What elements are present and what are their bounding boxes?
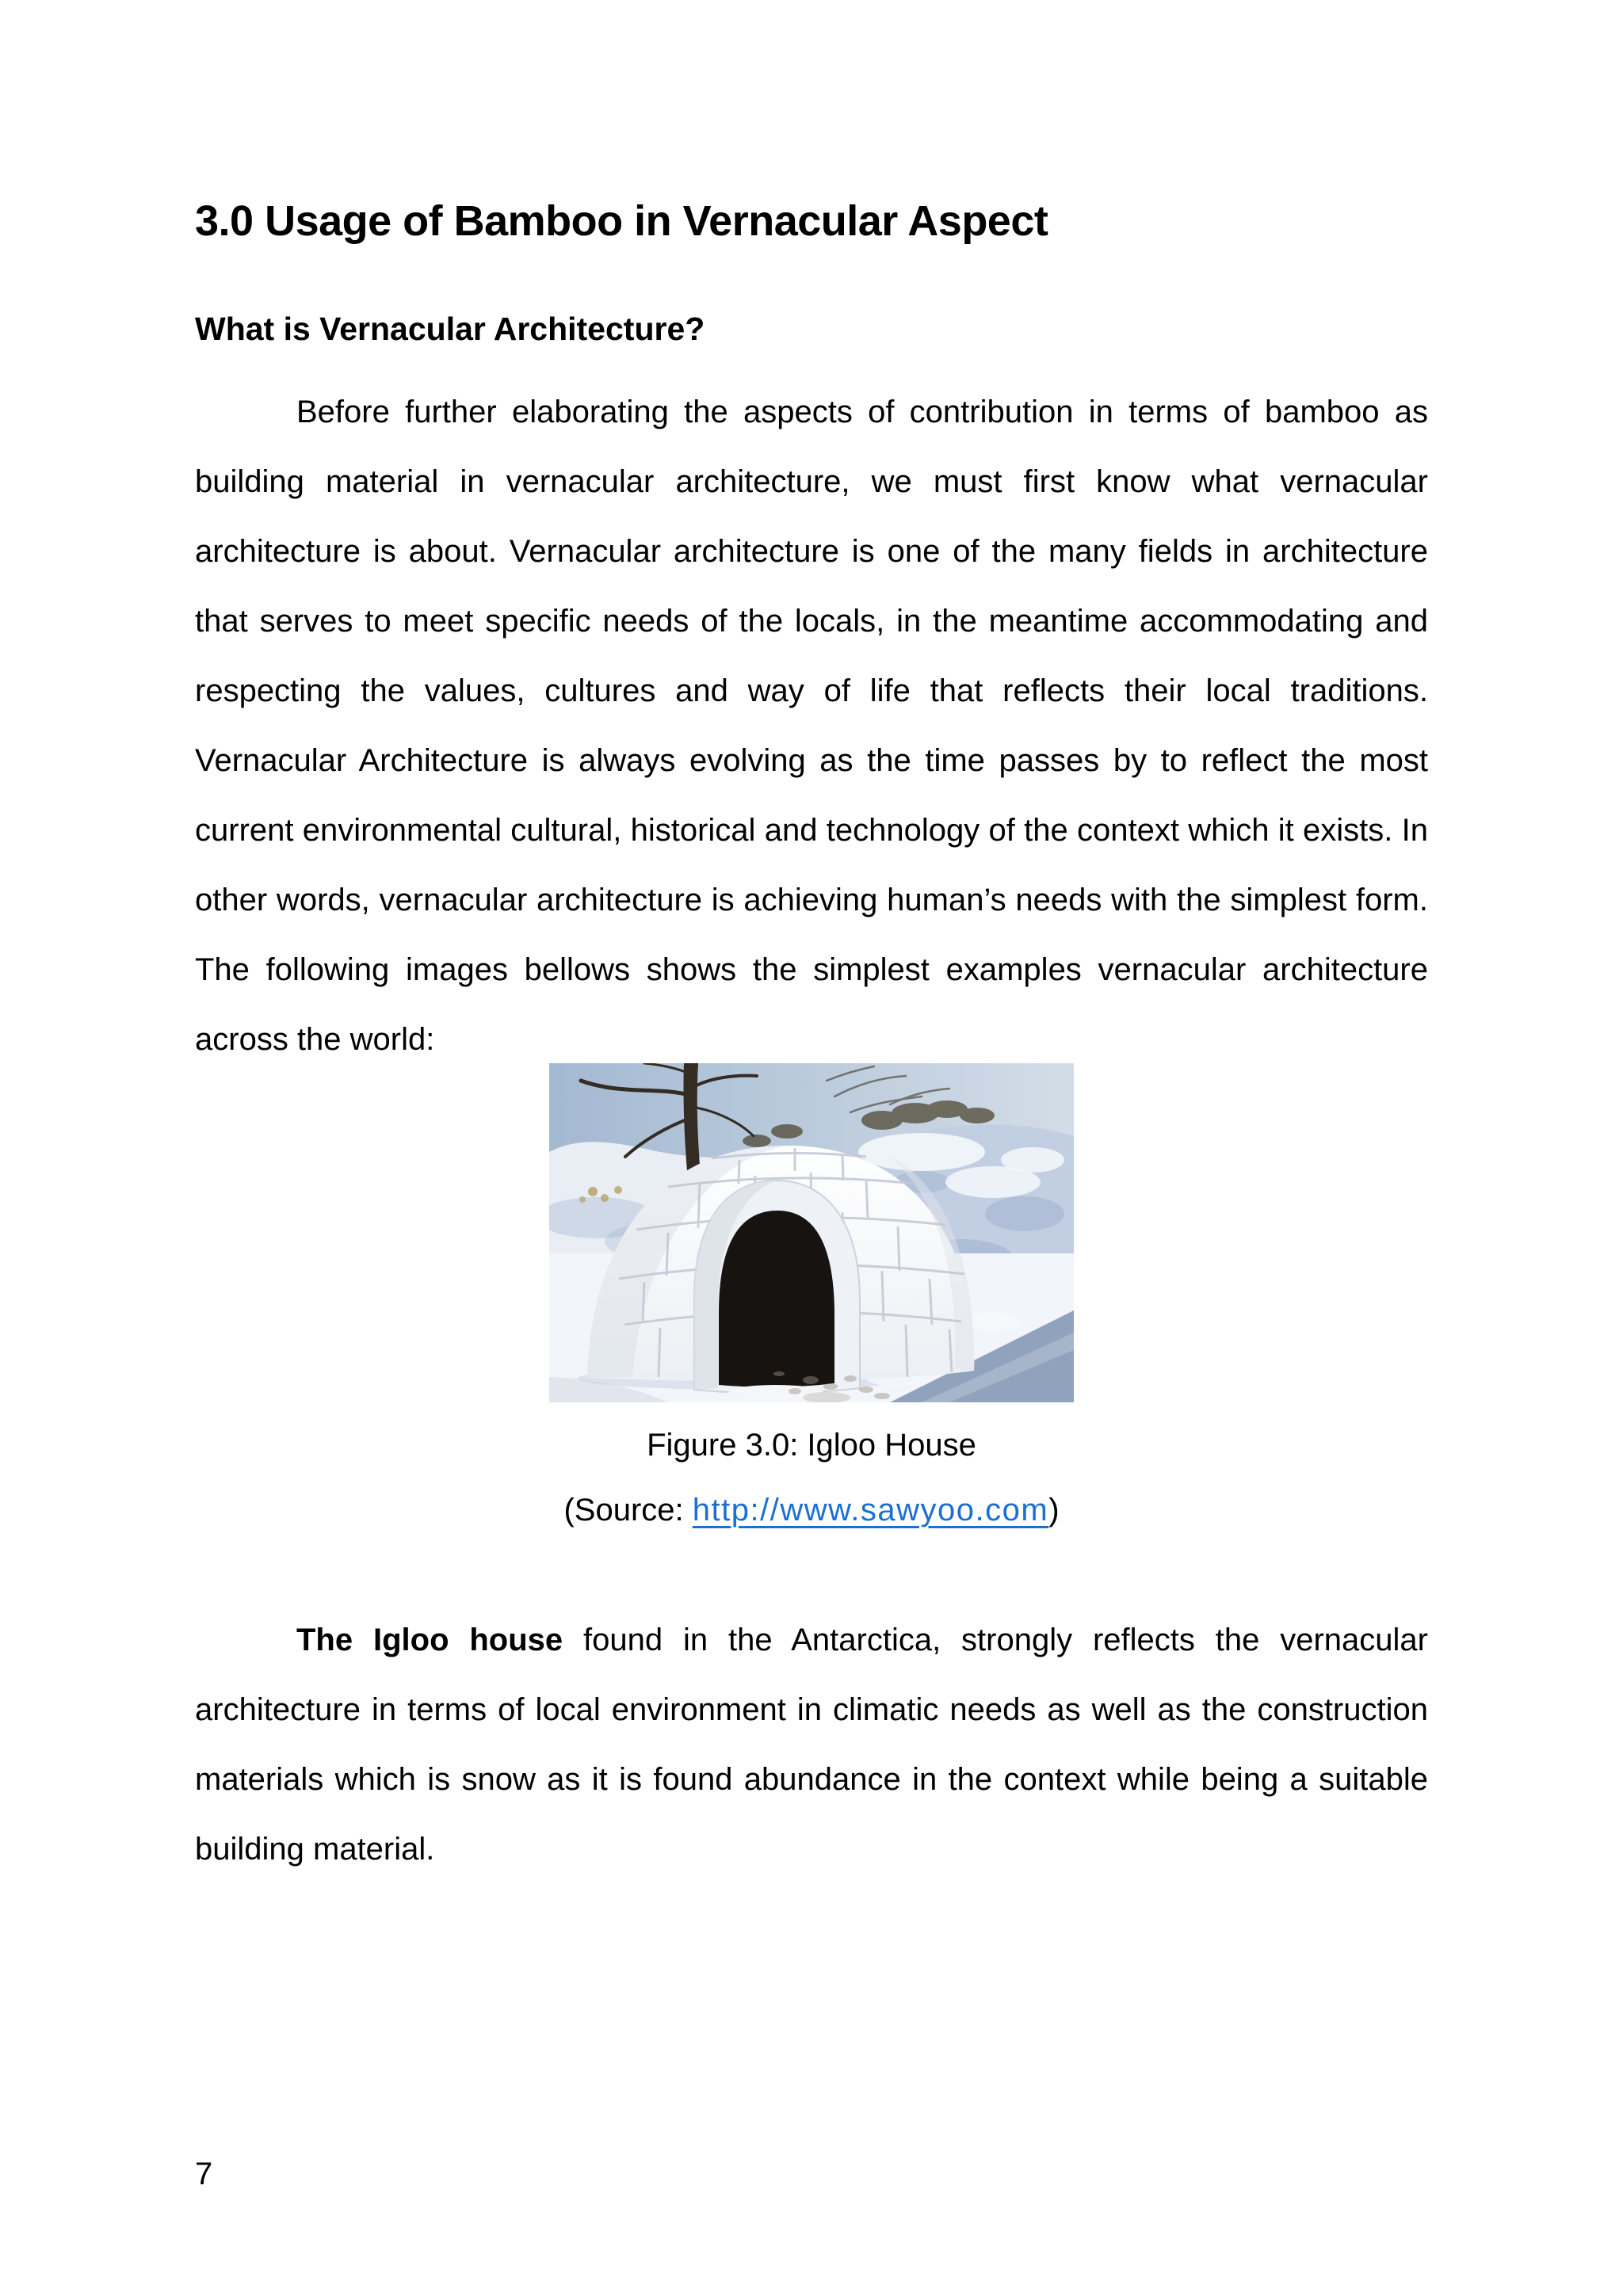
- photo-igloo-entrance: [694, 1180, 860, 1401]
- figure-source: [195, 1491, 1428, 1529]
- paragraph-rest: found in the Antarctica, strongly reflects the vernacular architecture in terms of local environment in climatic needs as well as the construction materials which is snow as it is found abundance in the context while being a suitable building material.: [195, 1623, 1428, 1867]
- page-number: 7: [195, 2157, 213, 2191]
- body-paragraph-2: [195, 1605, 1428, 1884]
- figure-source-prefix: (Source:: [563, 1493, 693, 1527]
- figure-caption: Figure 3.0: Igloo House: [647, 1428, 976, 1463]
- section-heading: 3.0 Usage of Bamboo in Vernacular Aspect: [195, 197, 1048, 245]
- paragraph-lead: The Igloo house: [296, 1623, 563, 1657]
- figure-source-suffix: ): [1048, 1493, 1060, 1527]
- source-link[interactable]: http://www.sawyoo.com: [692, 1493, 1049, 1527]
- sub-heading: What is Vernacular Architecture?: [195, 311, 705, 347]
- body-paragraph-1: Before further elaborating the aspects of contribution in terms of bamboo as building material in vernacular architecture, we must first know what vernacular architecture is about. Vernacular architecture is one of the many fields in architecture that serves to meet specific needs of the locals, in the meantime accommodating and respecting the values, cultures and way of life that reflects their local traditions. Vernacular Architecture is always evolving as the time passes by to reflect the most current environmental cultural, historical and technology of the context which it exists. In other words, vernacular architecture is achieving human’s needs with the simplest form. The following images bellows shows the simplest examples vernacular architecture across the world:: [195, 395, 1428, 1057]
- igloo-photo: [549, 1063, 1074, 1402]
- figure-image: [549, 1063, 1074, 1402]
